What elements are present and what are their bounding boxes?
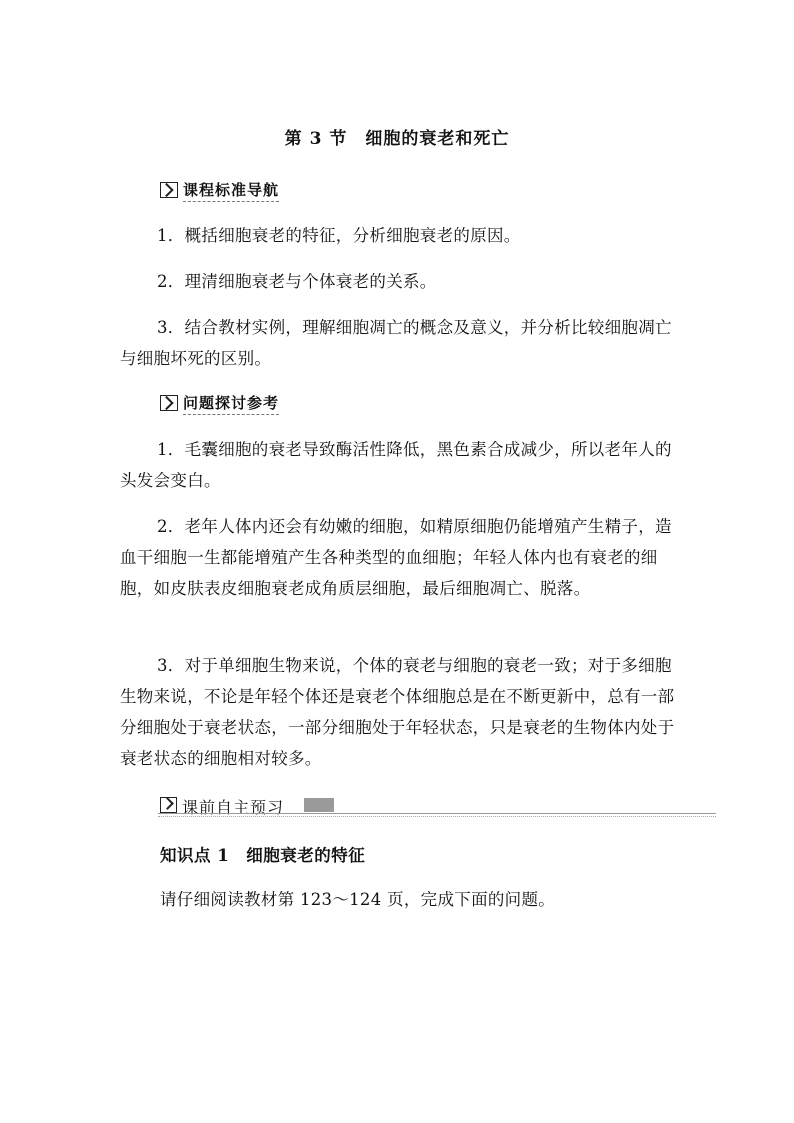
arrow-box-icon [160,797,177,813]
banner-label: 课前自主预习 [182,798,285,817]
list-item: 3．对于单细胞生物来说，个体的衰老与细胞的衰老一致；对于多细胞生物来说，不论是年轻个体还是衰老个体细胞总是在不断更新中，总有一部分细胞处于衰老状态，一部分细胞处于年轻状态，只是衰老的生物体内处于衰老状态的细胞相对较多。 [120,656,675,768]
page-title: 第 3 节 细胞的衰老和死亡 [284,129,510,149]
section-heading-label: 问题探讨参考 [183,392,279,415]
list-item: 3．结合教材实例，理解细胞凋亡的概念及意义，并分析比较细胞凋亡与细胞坏死的区别。 [120,318,672,368]
knowledge-point-heading: 知识点 1 细胞衰老的特征 [160,846,366,865]
arrow-box-icon [160,395,178,411]
section-heading-discussion [160,392,279,414]
list-item: 2．理清细胞衰老与个体衰老的关系。 [157,272,437,291]
divider [158,813,716,814]
arrow-box-icon [160,182,178,198]
preview-banner [158,795,716,817]
section-heading-label: 课程标准导航 [183,179,279,202]
banner-decoration [304,798,334,812]
instruction-text: 请仔细阅读教材第 123～124 页，完成下面的问题。 [160,890,556,909]
list-item: 2．老年人体内还会有幼嫩的细胞，如精原细胞仍能增殖产生精子，造血干细胞一生都能增殖产生各种类型的血细胞；年轻人体内也有衰老的细胞，如皮肤表皮细胞衰老成角质层细胞，最后细胞凋亡、脱落。 [120,517,672,598]
list-item: 1．毛囊细胞的衰老导致酶活性降低，黑色素合成减少，所以老年人的头发会变白。 [120,440,672,490]
section-heading-curriculum [160,179,279,201]
list-item: 1．概括细胞衰老的特征，分析细胞衰老的原因。 [157,226,521,245]
divider [158,816,716,817]
